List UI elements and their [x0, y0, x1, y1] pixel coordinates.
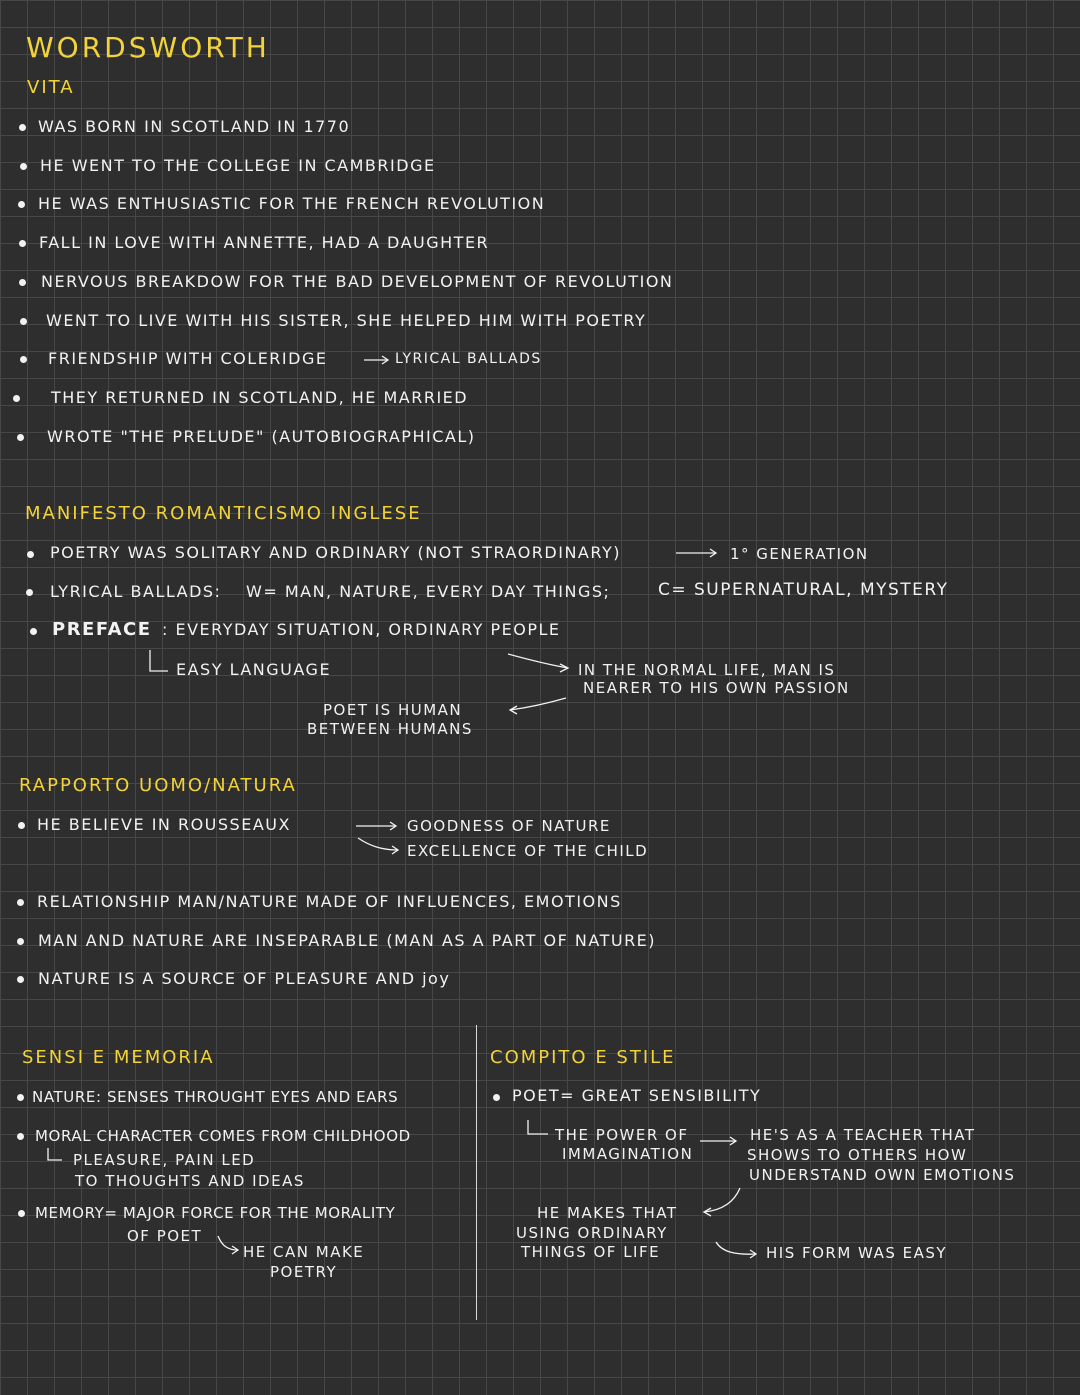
bullet	[18, 822, 25, 829]
makes-line2: USING ORDINARY	[516, 1224, 668, 1242]
normal-life-line1: IN THE NORMAL LIFE, MAN IS	[578, 661, 836, 679]
power-line2: IMMAGINATION	[562, 1145, 694, 1163]
teacher-line2: SHOWS TO OTHERS HOW	[747, 1146, 968, 1164]
form-easy: HIS FORM WAS EASY	[766, 1244, 948, 1262]
bullet	[17, 899, 24, 906]
vita-item: HE WENT TO THE COLLEGE IN CAMBRIDGE	[40, 156, 436, 175]
makes-line3: THINGS OF LIFE	[521, 1243, 661, 1261]
vita-item: WENT TO LIVE WITH HIS SISTER, SHE HELPED HIM WITH POETRY	[46, 311, 647, 330]
vita-heading: VITA	[27, 77, 75, 98]
bullet	[20, 163, 27, 170]
vita-item: FALL IN LOVE WITH ANNETTE, HAD A DAUGHTER	[39, 233, 490, 252]
rapporto-item: NATURE IS A SOURCE OF PLEASURE AND joy	[38, 969, 451, 988]
bullet	[18, 201, 25, 208]
sensi-memory-line2: OF POET	[127, 1227, 203, 1245]
vita-item: WROTE "THE PRELUDE" (AUTOBIOGRAPHICAL)	[47, 427, 476, 446]
sensi-memory-line1: MEMORY= MAJOR FORCE FOR THE MORALITY	[35, 1204, 396, 1222]
goodness-nature: GOODNESS OF NATURE	[407, 817, 611, 835]
ballads-coleridge: C= SUPERNATURAL, MYSTERY	[658, 580, 949, 600]
teacher-line3: UNDERSTAND OWN EMOTIONS	[749, 1166, 1016, 1184]
normal-life-line2: NEARER TO HIS OWN PASSION	[583, 679, 850, 697]
bullet	[17, 434, 24, 441]
vita-item: NERVOUS BREAKDOW FOR THE BAD DEVELOPMENT OF REVOLUTION	[41, 272, 674, 291]
bullet	[493, 1094, 500, 1101]
easy-language: EASY LANGUAGE	[176, 660, 332, 679]
vita-item: THEY RETURNED IN SCOTLAND, HE MARRIED	[51, 388, 469, 407]
sensi-moral: MORAL CHARACTER COMES FROM CHILDHOOD	[35, 1127, 411, 1145]
preface-text: : EVERYDAY SITUATION, ORDINARY PEOPLE	[162, 620, 561, 639]
page-title: WORDSWORTH	[26, 31, 270, 64]
make-poetry-line1: HE CAN MAKE	[243, 1243, 365, 1261]
ballads-wordsworth: W= MAN, NATURE, EVERY DAY THINGS;	[246, 582, 611, 601]
bullet	[20, 318, 27, 325]
poet-human-line1: POET IS HUMAN	[323, 701, 463, 719]
sensi-nature: NATURE: SENSES THROUGHT EYES AND EARS	[32, 1088, 399, 1106]
bullet	[18, 1210, 25, 1217]
bullet	[17, 938, 24, 945]
rousseaux-excellence-arrow	[358, 838, 398, 850]
compito-heading: COMPITO E STILE	[490, 1047, 676, 1068]
lyrical-ballads-note: LYRICAL BALLADS	[395, 351, 542, 367]
poet-human-line2: BETWEEN HUMANS	[307, 720, 473, 738]
column-divider	[476, 1025, 477, 1320]
easy-to-life-arrow	[508, 654, 568, 668]
vita-item: WAS BORN IN SCOTLAND IN 1770	[38, 117, 351, 136]
bullet	[19, 279, 26, 286]
rousseaux-belief: HE BELIEVE IN ROUSSEAUX	[37, 815, 291, 834]
manifesto-poetry: POETRY WAS SOLITARY AND ORDINARY (NOT STRAORDINARY)	[50, 543, 621, 562]
bullet	[17, 1133, 24, 1140]
makes-line1: HE MAKES THAT	[537, 1204, 678, 1222]
power-hook-arrow	[528, 1120, 548, 1134]
manifesto-heading: MANIFESTO ROMANTICISMO INGLESE	[25, 503, 422, 524]
bullet	[19, 124, 26, 131]
vita-item: FRIENDSHIP WITH COLERIDGE	[48, 349, 328, 368]
life-to-poet-arrow	[510, 698, 566, 710]
preface-label: PREFACE	[52, 619, 152, 640]
rapporto-heading: RAPPORTO UOMO/NATURA	[19, 775, 297, 796]
ballads-label: LYRICAL BALLADS:	[50, 582, 222, 601]
excellence-child: EXCELLENCE OF THE CHILD	[407, 842, 649, 860]
sensi-thoughts: TO THOUGHTS AND IDEAS	[75, 1172, 305, 1190]
generation-label: 1° GENERATION	[730, 545, 869, 563]
bullet	[13, 395, 20, 402]
teacher-line1: HE'S AS A TEACHER THAT	[750, 1126, 976, 1144]
bullet	[20, 356, 27, 363]
preface-hook-arrow	[150, 650, 168, 671]
rapporto-item: RELATIONSHIP MAN/NATURE MADE OF INFLUENCES, EMOTIONS	[37, 892, 622, 911]
sensi-pleasure: PLEASURE, PAIN LED	[73, 1151, 256, 1169]
pleasure-hook-arrow	[48, 1148, 62, 1160]
bullet	[27, 551, 34, 558]
rapporto-item: MAN AND NATURE ARE INSEPARABLE (MAN AS A PART OF NATURE)	[38, 931, 657, 950]
bullet	[30, 628, 37, 635]
sensi-heading: SENSI E MEMORIA	[22, 1047, 215, 1068]
vita-item: HE WAS ENTHUSIASTIC FOR THE FRENCH REVOLUTION	[38, 194, 546, 213]
power-line1: THE POWER OF	[555, 1126, 689, 1144]
bullet	[17, 1094, 24, 1101]
bullet	[19, 240, 26, 247]
make-poetry-line2: POETRY	[270, 1263, 338, 1281]
bullet	[17, 976, 24, 983]
form-arrow	[716, 1242, 756, 1254]
bullet	[26, 589, 33, 596]
compito-poet: POET= GREAT SENSIBILITY	[512, 1086, 762, 1105]
